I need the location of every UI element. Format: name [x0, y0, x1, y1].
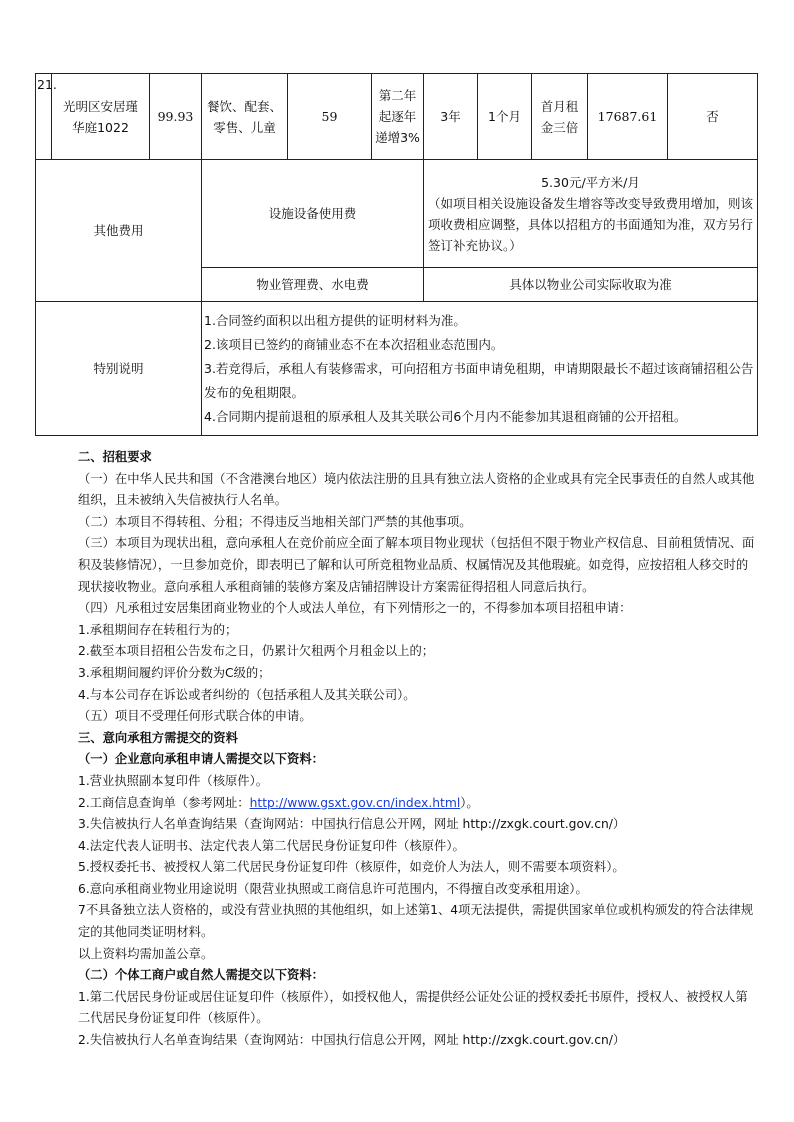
- increase-line3: 递增3%: [375, 130, 420, 145]
- requirement-3: （三）本项目为现状出租，意向承租人在竞价前应全面了解本项目物业现状（包括但不限于物业产权信息、目前租赁情况、面积及装修情况），一旦参加竞价，即表明已了解和认可所竞租物业品质、权属情况及其他瑕疵。如竞得，应按招租人移交时的现状接收物业。意向承租人承租商铺的装修方案及店铺招牌设计方案需征得招租人同意后执行。: [78, 536, 755, 594]
- requirement-4-item-1: 1.承租期间存在转租行为的；: [78, 622, 238, 637]
- area-value: 99.93: [150, 74, 202, 160]
- enterprise-subtitle: （一）企业意向承租申请人需提交以下资料：: [78, 752, 324, 767]
- section-2-title: 二、招租要求: [78, 450, 152, 464]
- table-row: [36, 302, 758, 436]
- requirement-4-item-3: 3.承租期间履约评价分数为C级的；: [78, 665, 271, 680]
- requirement-4-item-4: 4.与本公司存在诉讼或者纠纷的（包括承租人及其关联公司）。: [78, 687, 416, 702]
- flag-value: 否: [668, 74, 758, 160]
- deposit-line2: 金三倍: [540, 119, 579, 135]
- enterprise-item-7: 7不具备独立法人资格的，或没有营业执照的其他组织，如上述第1、4项无法提供，需提供国家单位或机构颁发的符合法律规定的其他同类证明材料。: [78, 903, 754, 940]
- facility-fee-detail: [424, 160, 758, 268]
- project-name-line2: 华庭1022: [72, 119, 129, 135]
- unit-price: 59: [288, 74, 372, 160]
- individual-subtitle: （二）个体工商户或自然人需提交以下资料：: [78, 968, 324, 983]
- document-body: [78, 447, 758, 1052]
- individual-item-1: 1.第二代居民身份证或居住证复印件（核原件），如授权他人，需提供经公证处公证的授权委托书原件，授权人、被授权人第二代居民身份证复印件（核原件）。: [78, 989, 748, 1026]
- business-use-line2: 零售、儿童: [213, 119, 276, 135]
- special-note-2: 2.该项目已签约的商铺业态不在本次招租业态范围内。: [204, 336, 504, 352]
- special-notes-label: 特别说明: [36, 302, 202, 436]
- table-row: [36, 160, 758, 268]
- requirement-2: （二）本项目不得转租、分租；不得违反当地相关部门严禁的其他事项。: [78, 514, 472, 529]
- increase-line2: 起逐年: [378, 109, 417, 124]
- individual-item-2: 2.失信被执行人名单查询结果（查询网站：中国执行信息公开网，网址 http://zxgk.court.gov.cn/）: [78, 1033, 626, 1048]
- special-note-1: 1.合同签约面积以出租方提供的证明材料为准。: [204, 312, 466, 328]
- row-index: 21.: [36, 74, 52, 160]
- requirement-5: （五）项目不受理任何形式联合体的申请。: [78, 709, 312, 724]
- requirement-4-item-2: 2.截至本项目招租公告发布之日，仍累计欠租两个月租金以上的；: [78, 644, 435, 659]
- facility-fee-note: （如项目相关设施设备发生增容等改变导致费用增加，则该项收费相应调整，具体以招租方的书面通知为准，双方另行签订补充协议。）: [428, 195, 754, 253]
- enterprise-item-5: 5.授权委托书、被授权人第二代居民身份证复印件（核原件，如竞价人为法人，则不需要本项资料）。: [78, 860, 625, 875]
- business-use: [202, 74, 288, 160]
- increase-rule: [372, 74, 424, 160]
- project-name: [52, 74, 150, 160]
- property-fee-value: 具体以物业公司实际收取为准: [424, 268, 758, 302]
- special-notes: [202, 302, 758, 436]
- enterprise-note: 以上资料均需加盖公章。: [78, 946, 214, 961]
- enterprise-item-2-post: ）。: [460, 795, 479, 810]
- enterprise-item-2: [78, 793, 758, 815]
- special-note-4: 4.合同期内提前退租的原承租人及其关联公司6个月内不能参加其退租商铺的公开招租。: [204, 408, 687, 424]
- enterprise-item-3: 3.失信被执行人名单查询结果（查询网站：中国执行信息公开网，网址 http://zxgk.court.gov.cn/）: [78, 817, 626, 832]
- facility-fee-rate: 5.30元/平方米/月: [541, 174, 640, 190]
- requirement-1: （一）在中华人民共和国（不含港澳台地区）境内依法注册的且具有独立法人资格的企业或具有完全民事责任的自然人或其他组织，且未被纳入失信被执行人名单。: [78, 471, 755, 508]
- increase-line1: 第二年: [378, 88, 417, 103]
- facility-fee-label: 设施设备使用费: [202, 160, 424, 268]
- amount-value: 17687.61: [588, 74, 668, 160]
- rental-table: [35, 73, 758, 436]
- special-note-3: 3.若竞得后，承租人有装修需求，可向招租方书面申请免租期，申请期限最长不超过该商铺招租公告发布的免租期限。: [204, 360, 754, 400]
- enterprise-item-4: 4.法定代表人证明书、法定代表人第二代居民身份证复印件（核原件）。: [78, 838, 465, 853]
- enterprise-item-1: 1.营业执照副本复印件（核原件）。: [78, 773, 269, 788]
- section-3-title: 三、意向承租方需提交的资料: [78, 730, 238, 745]
- enterprise-item-6: 6.意向承租商业物业用途说明（限营业执照或工商信息许可范围内，不得擅自改变承租用途）。: [78, 881, 588, 896]
- project-name-line1: 光明区安居瑾: [62, 98, 138, 114]
- lease-term: 3年: [424, 74, 478, 160]
- deposit-line1: 首月租: [540, 98, 579, 114]
- property-fee-label: 物业管理费、水电费: [202, 268, 424, 302]
- business-use-line1: 餐饮、配套、: [206, 98, 282, 114]
- gsxt-link[interactable]: http://www.gsxt.gov.cn/index.html: [249, 795, 461, 810]
- table-row: [36, 74, 758, 160]
- deposit: [532, 74, 588, 160]
- free-period: 1个月: [478, 74, 532, 160]
- other-fees-label: 其他费用: [36, 160, 202, 302]
- requirement-4: （四）凡承租过安居集团商业物业的个人或法人单位，有下列情形之一的，不得参加本项目招租申请：: [78, 601, 632, 616]
- enterprise-item-2-pre: 2.工商信息查询单（参考网址：: [78, 795, 250, 810]
